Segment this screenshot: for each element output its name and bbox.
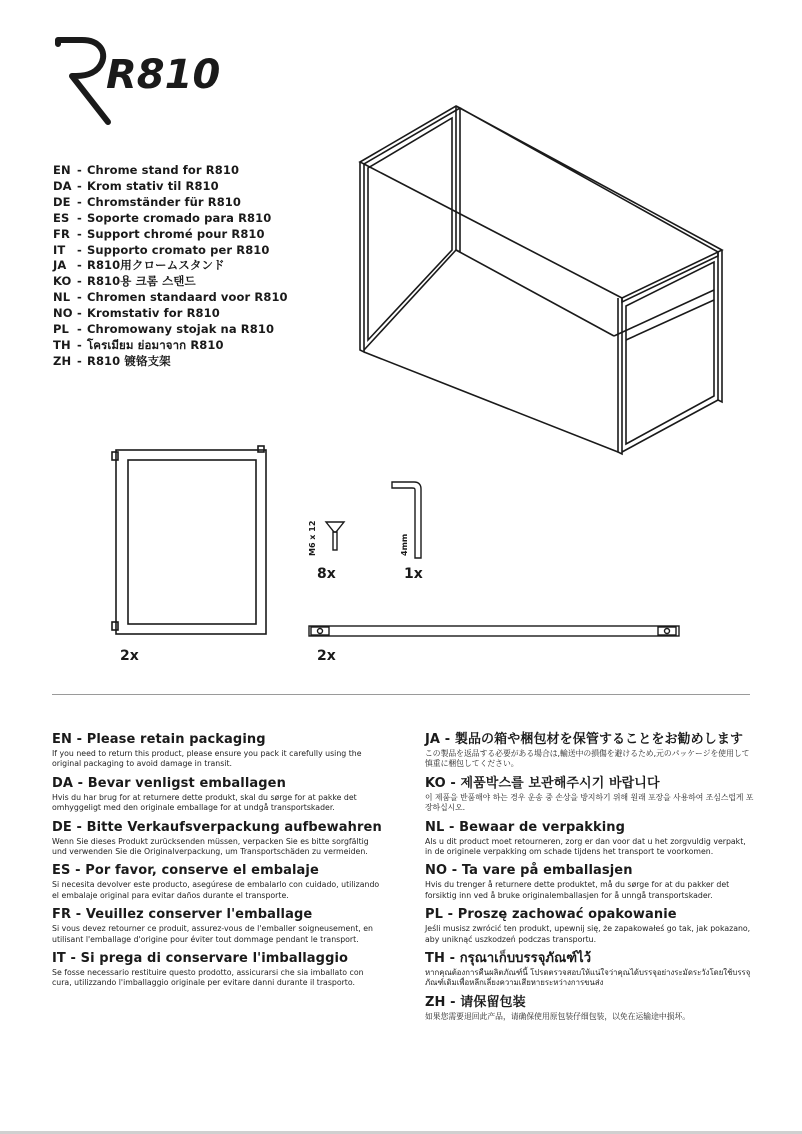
separator: - [77, 322, 82, 337]
notice-text: Hvis du har brug for at returnere dette produkt, skal du sørge for at pakke det omhyggeligt med den originale emballage for at undgå transportskader. [52, 792, 357, 813]
product-name-row [53, 227, 333, 243]
screw-size-label: M6 x 12 [308, 520, 317, 556]
packaging-notice [425, 820, 755, 858]
notice-text: 如果您需要退回此产品，请确保使用原包装仔细包装，以免在运输途中损坏。 [425, 1011, 691, 1021]
separator: - [77, 226, 82, 241]
notice-heading: IT - Si prega di conservare l'imballaggio [52, 951, 349, 967]
product-name: R810用クロームスタンド [87, 258, 225, 273]
packaging-notice [425, 951, 755, 989]
language-code: EN [53, 163, 71, 177]
notice-heading: JA - 製品の箱や梱包材を保管することをお勧めします [425, 732, 744, 747]
notice-heading: TH - กรุณาเก็บบรรจุภัณฑ์ไว้ [425, 951, 592, 967]
notice-text: หากคุณต้องการคืนผลิตภัณฑ์นี้ โปรดตรวจสอบให้แน่ใจว่าคุณได้บรรจุอย่างระมัดระวังโดยใช้บรรจุภัณฑ์เดิมเพื่อหลีกเลี่ยงความเสียหายระหว่างการขนส่ง [425, 968, 751, 988]
product-name: Soporte cromado para R810 [87, 210, 272, 225]
notice-heading: ES - Por favor, conserve el embalaje [52, 863, 319, 879]
separator: - [77, 163, 82, 177]
product-name-row [53, 354, 333, 370]
product-name-row [53, 338, 333, 354]
product-name: Kromstativ for R810 [87, 306, 220, 321]
hex-key-quantity: 1x [404, 566, 423, 582]
r810-logo-mark [50, 30, 221, 130]
product-name-row [53, 163, 333, 179]
notice-text: Wenn Sie dieses Produkt zurücksenden müssen, verpacken Sie es bitte sorgfältig und verwenden Sie die Originalverpackung, um Transportschäden zu vermeiden. [52, 836, 369, 857]
screw-quantity: 8x [317, 566, 336, 582]
product-name: Chrome stand for R810 [87, 163, 240, 177]
packaging-notices-right [425, 732, 755, 1028]
language-code: DE [53, 194, 71, 209]
language-code: IT [53, 242, 66, 257]
separator: - [77, 242, 82, 257]
logo-text: R810 [106, 52, 221, 98]
language-code: JA [53, 258, 67, 273]
product-name: โครเมียม ย่อมาจาก R810 [87, 337, 224, 352]
product-name-row [53, 306, 333, 322]
notice-heading: KO - 제품박스를 보관해주시기 바랍니다 [425, 775, 660, 791]
language-code: NO [53, 306, 73, 321]
product-name-row [53, 179, 333, 195]
hex-key-size-label: 4mm [400, 533, 409, 556]
language-code: PL [53, 322, 69, 337]
notice-text: Se fosse necessario restituire questo prodotto, assicurarsi che sia imballato con cura, utilizzando l'imballaggio originale per evitare danni durante il trasporto. [52, 968, 364, 988]
packaging-notices-left [52, 732, 382, 995]
product-name-row [53, 243, 333, 259]
separator: - [77, 210, 82, 225]
notice-text: Hvis du trenger å returnere dette produktet, må du sørge for at du pakker det forsiktig inn ved å bruke originalemballasjen for å unngå transportskader. [425, 880, 730, 900]
notice-heading: DE - Bitte Verkaufsverpackung aufbewahren [52, 819, 382, 835]
separator: - [77, 353, 82, 368]
packaging-notice [52, 820, 382, 858]
product-name-row [53, 290, 333, 306]
notice-text: If you need to return this product, please ensure you pack it carefully using the original packaging to avoid damage in transit. [52, 749, 362, 769]
language-code: KO [53, 274, 72, 289]
product-name: Chromowany stojak na R810 [87, 322, 275, 337]
separator: - [77, 194, 82, 209]
notice-text: この製品を返品する必要がある場合は,輸送中の損傷を避けるため,元のパッケージを使用して慎重に梱包してください。 [425, 749, 750, 769]
language-code: DA [53, 178, 72, 193]
product-name: Chromen standaard voor R810 [87, 290, 288, 305]
hex-key-icon [388, 478, 428, 562]
section-divider [52, 694, 750, 695]
assembled-stand-illustration [352, 100, 732, 460]
separator: - [77, 306, 82, 321]
notice-heading: NO - Ta vare på emballasjen [425, 863, 633, 879]
packaging-notice [425, 863, 755, 901]
screw-icon [305, 510, 355, 560]
packaging-notice [52, 863, 382, 901]
language-code: TH [53, 337, 71, 352]
product-name: Chromständer für R810 [87, 194, 242, 209]
notice-text: Jeśli musisz zwrócić ten produkt, upewnij się, że zapakowałeś go tak, jak pokazano, aby uniknąć uszkodzeń podczas transportu. [425, 924, 751, 944]
notice-heading: FR - Veuillez conserver l'emballage [52, 907, 313, 923]
language-code: FR [53, 226, 70, 241]
product-name-list [53, 163, 333, 370]
product-name-row [53, 195, 333, 211]
notice-heading: DA - Bevar venligst emballagen [52, 775, 286, 791]
cross-bar-part-illustration [308, 624, 680, 638]
packaging-notice [425, 776, 755, 814]
separator: - [77, 337, 82, 352]
notice-text: Als u dit product moet retourneren, zorg er dan voor dat u het zorgvuldig verpakt, in de originele verpakking om schade tijdens het transport te voorkomen. [425, 836, 746, 857]
language-code: NL [53, 290, 71, 305]
product-name: R810용 크롬 스탠드 [87, 274, 196, 289]
separator: - [77, 258, 82, 273]
language-code: ZH [53, 353, 72, 368]
packaging-notice [52, 776, 382, 814]
separator: - [77, 274, 82, 289]
product-name-row [53, 322, 333, 338]
notice-heading: ZH - 请保留包装 [425, 994, 526, 1010]
brand-logo [50, 30, 221, 130]
cross-bar-quantity: 2x [317, 648, 336, 664]
separator: - [77, 290, 82, 305]
packaging-notice [52, 907, 382, 945]
notice-heading: NL - Bewaar de verpakking [425, 819, 626, 835]
product-name: Support chromé pour R810 [87, 226, 265, 241]
notice-heading: PL - Proszę zachować opakowanie [425, 907, 677, 923]
separator: - [77, 178, 82, 193]
packaging-notice [425, 907, 755, 945]
product-name: Supporto cromato per R810 [87, 242, 270, 257]
notice-text: 이 제품을 반품해야 하는 경우 운송 중 손상을 방지하기 위해 원래 포장을 사용하여 조심스럽게 포장하십시오. [425, 792, 754, 813]
product-name-row [53, 211, 333, 227]
notice-heading: EN - Please retain packaging [52, 732, 266, 747]
product-name-row [53, 274, 333, 290]
product-name: R810 镀铬支架 [87, 353, 171, 368]
packaging-notice [425, 995, 755, 1022]
notice-text: Si necesita devolver este producto, asegúrese de embalarlo con cuidado, utilizando el embalaje original para evitar daños durante el transporte. [52, 880, 380, 900]
product-name: Krom stativ til R810 [87, 178, 219, 193]
language-code: ES [53, 210, 70, 225]
packaging-notice [425, 732, 755, 770]
frame-quantity: 2x [120, 648, 139, 664]
packaging-notice [52, 732, 382, 770]
side-frame-part-illustration [108, 444, 270, 636]
product-name-row [53, 258, 333, 274]
notice-text: Si vous devez retourner ce produit, assurez-vous de l'emballer soigneusement, en utilisant l'emballage d'origine pour éviter tout dommage pendant le transport. [52, 924, 373, 944]
packaging-notice [52, 951, 382, 989]
